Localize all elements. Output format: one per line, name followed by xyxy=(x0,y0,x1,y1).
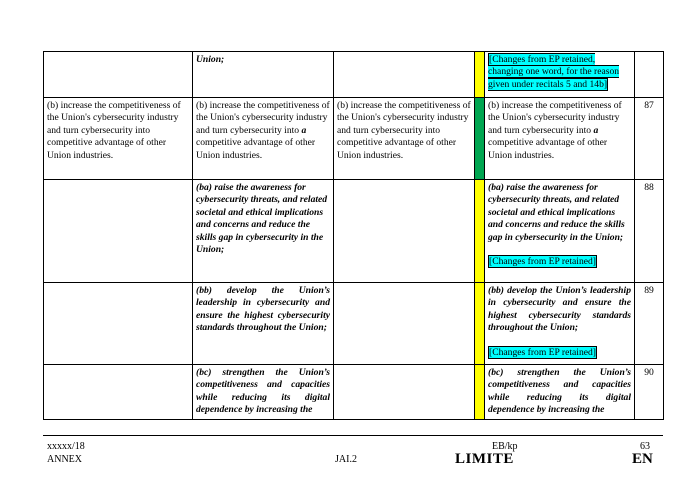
status-bar-yellow xyxy=(475,283,485,365)
highlight-note: [Changes from EP retained] xyxy=(489,256,597,268)
annex-label: ANNEX xyxy=(47,454,82,465)
table-row xyxy=(44,365,664,420)
status-bar-yellow xyxy=(475,180,485,283)
table-row xyxy=(44,283,664,365)
council-cell: (b) increase the competitiveness of the Union's cybersecurity industry and turn cybersecurity into competitive advantage of other Union industries. xyxy=(334,98,475,180)
council-cell xyxy=(334,283,475,365)
ep-cell: (bc) strengthen the Union’s competitiveness and capacities while reducing its digital dependence by increasing the xyxy=(193,365,334,420)
compromise-cell: (bb) develop the Union’s leadership in cybersecurity and ensure the highest cybersecurity standards throughout the Union; [Changes from EP retained] xyxy=(485,283,635,365)
row-number-cell: 89 xyxy=(635,283,664,365)
ep-cell: (ba) raise the awareness for cybersecurity threats, and related societal and ethical implications and concerns and reduce the skills gap in cybersecurity in the Union; xyxy=(193,180,334,283)
compromise-cell xyxy=(485,52,635,98)
status-bar-green xyxy=(475,98,485,180)
row-number-cell: 90 xyxy=(635,365,664,420)
table-row xyxy=(44,180,664,283)
page-number: 63 xyxy=(640,441,650,452)
ep-cell: (bb) develop the Union’s leadership in cybersecurity and ensure the highest cybersecurity standards throughout the Union; xyxy=(193,283,334,365)
ep-cell: (b) increase the competitiveness of the Union's cybersecurity industry and turn cybersecurity into a competitive advantage of other Union industries. xyxy=(193,98,334,180)
row-number-cell xyxy=(635,52,664,98)
council-cell xyxy=(334,365,475,420)
council-cell xyxy=(334,180,475,283)
ep-cell: Union; xyxy=(193,52,334,98)
highlight-note: [Changes from EP retained] xyxy=(489,346,597,358)
row-number-cell: 88 xyxy=(635,180,664,283)
commission-cell: (b) increase the competitiveness of the Union's cybersecurity industry and turn cybersecurity into competitive advantage of other Union industries. xyxy=(44,98,193,180)
compromise-cell: (ba) raise the awareness for cybersecurity threats, and related societal and ethical implications and concerns and reduce the skills gap in cybersecurity in the Union; [Changes from EP retained] xyxy=(485,180,635,283)
highlight-note: [Changes from EP retained, changing one word, for the reason given under recitals 5 and 14b] xyxy=(488,54,620,90)
row-number-cell: 87 xyxy=(635,98,664,180)
authors-label: EB/kp xyxy=(492,441,518,452)
status-bar-yellow xyxy=(475,52,485,98)
compromise-cell: (bc) strengthen the Union’s competitiveness and capacities while reducing its digital dependence by increasing the xyxy=(485,365,635,420)
doc-reference: xxxxx/18 xyxy=(47,441,85,452)
classification-label: LIMITE xyxy=(455,451,514,467)
commission-cell xyxy=(44,283,193,365)
council-cell xyxy=(334,52,475,98)
four-column-table xyxy=(43,51,664,420)
language-label: EN xyxy=(632,451,653,467)
footer-divider xyxy=(43,435,663,436)
status-bar-yellow xyxy=(475,365,485,420)
commission-cell xyxy=(44,365,193,420)
table-row xyxy=(44,98,664,180)
commission-cell xyxy=(44,180,193,283)
compromise-cell: (b) increase the competitiveness of the Union's cybersecurity industry and turn cybersecurity into a competitive advantage of other Union industries. xyxy=(485,98,635,180)
dg-label: JAI.2 xyxy=(335,454,357,465)
commission-cell xyxy=(44,52,193,98)
table-row xyxy=(44,52,664,98)
